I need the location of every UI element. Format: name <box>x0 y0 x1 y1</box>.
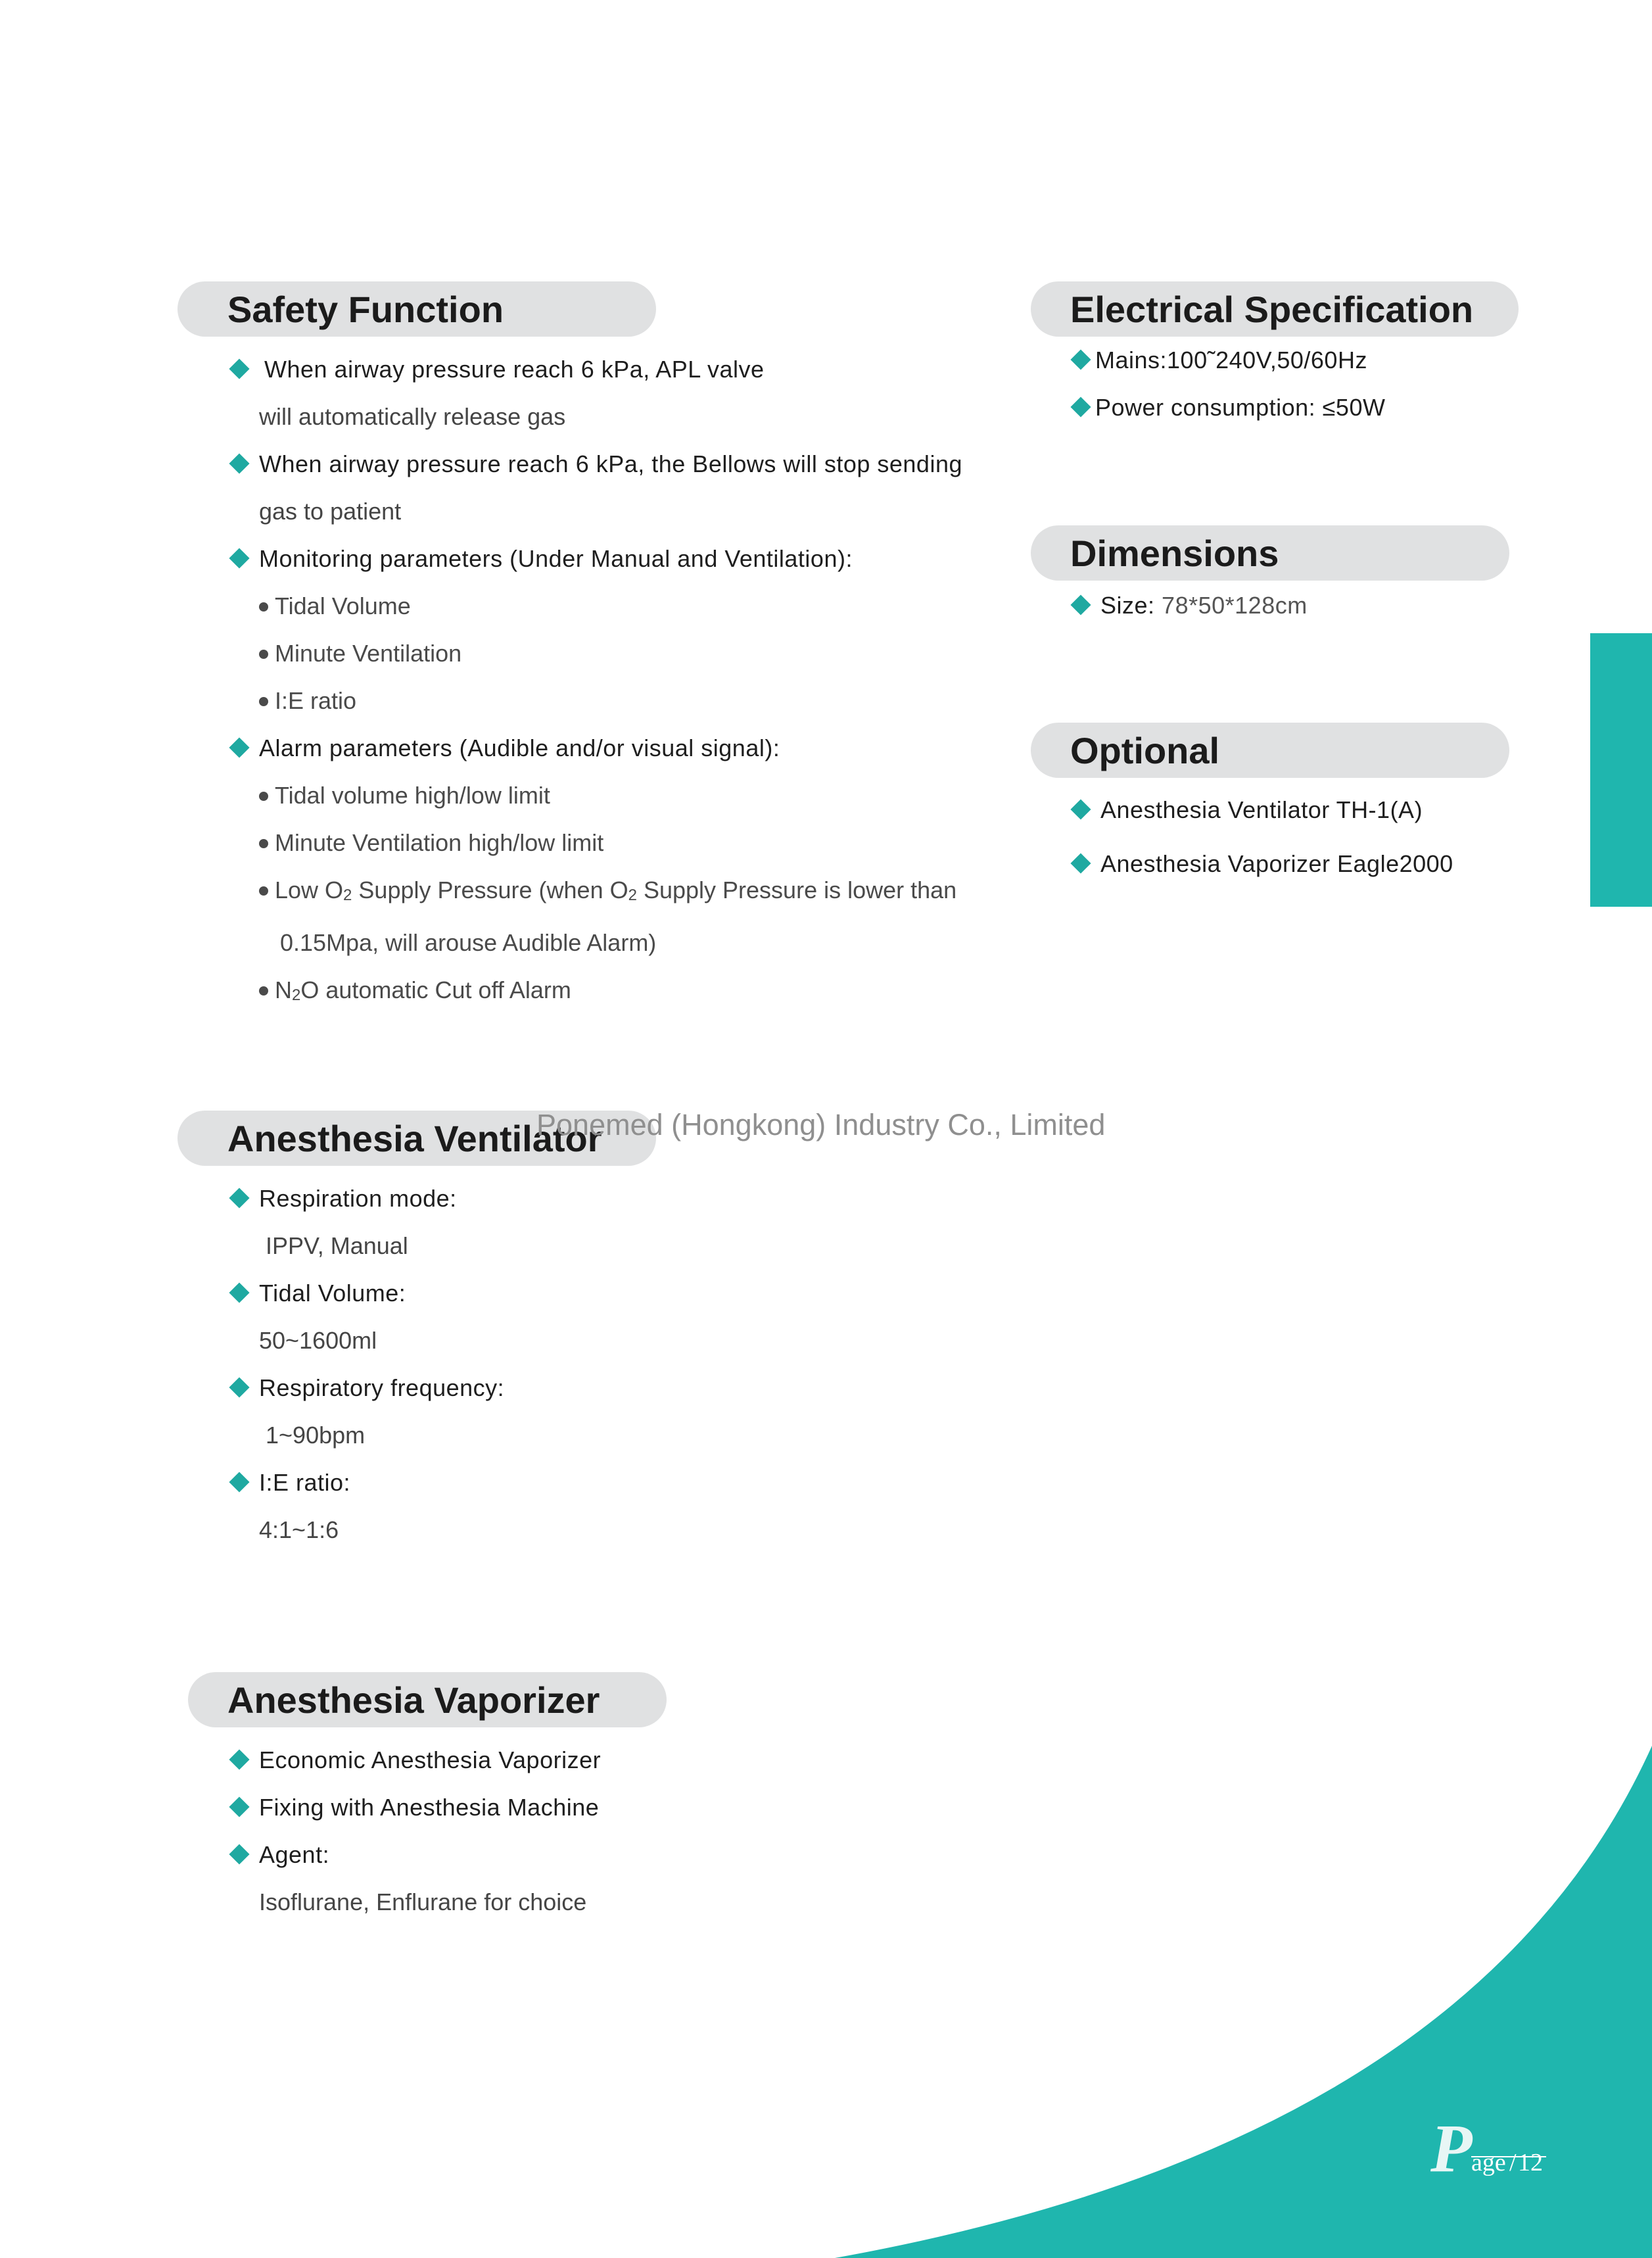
company-watermark: Ponemed (Hongkong) Industry Co., Limited <box>536 1108 1106 1141</box>
dimensions-section <box>1031 525 1509 629</box>
dot-bullet-icon <box>259 650 268 659</box>
svg-text:/: / <box>1509 2149 1517 2176</box>
diamond-bullet-icon <box>1070 799 1091 819</box>
list-item: Mains:100˜240V,50/60Hz <box>1072 337 1519 384</box>
optional-section <box>1031 723 1509 891</box>
page-suffix: age <box>1471 2149 1506 2176</box>
dot-bullet-icon <box>259 986 268 996</box>
list-item <box>230 346 962 393</box>
sub-item: $N_2O$ automatic Cut off Alarm <box>230 967 962 1019</box>
item-value: 50~1600ml <box>259 1327 377 1354</box>
dimensions-heading: Dimensions <box>1031 525 1509 581</box>
dot-bullet-icon <box>259 602 268 612</box>
item-continuation: gas to patient <box>259 498 402 525</box>
anesthesia-ventilator-list <box>230 1175 656 1554</box>
diamond-bullet-icon <box>229 1796 249 1817</box>
diamond-bullet-icon <box>1070 349 1091 370</box>
diamond-bullet-icon <box>229 1377 249 1397</box>
dimensions-list <box>1072 582 1509 629</box>
list-item: Agent: <box>230 1831 667 1879</box>
diamond-bullet-icon <box>229 548 249 568</box>
optional-list <box>1072 783 1509 891</box>
dot-bullet-icon <box>259 792 268 801</box>
list-item <box>230 725 962 772</box>
diamond-bullet-icon <box>229 358 249 379</box>
list-item: Power consumption: ≤50W <box>1072 384 1519 431</box>
list-item: Anesthesia Ventilator TH-1(A) <box>1072 783 1509 837</box>
optional-heading: Optional <box>1031 723 1509 778</box>
dot-bullet-icon <box>259 697 268 706</box>
diamond-bullet-icon <box>229 453 249 473</box>
item-value: 4:1~1:6 <box>259 1516 339 1543</box>
page-number-mark <box>1430 2115 1549 2178</box>
sub-item-continuation: 0.15Mpa, will arouse Audible Alarm) <box>280 929 657 956</box>
list-item: Fixing with Anesthesia Machine <box>230 1784 667 1831</box>
sub-item: Low $O_2$ Supply Pressure (when $O_2$ Supply Pressure is lower than <box>230 867 962 919</box>
list-item: Respiratory frequency: <box>230 1364 656 1412</box>
item-value: Isoflurane, Enflurane for choice <box>259 1888 587 1915</box>
anesthesia-ventilator-heading: Anesthesia Ventilator <box>177 1111 656 1166</box>
sub-item: I:E ratio <box>230 677 962 725</box>
list-item: Respiration mode: <box>230 1175 656 1222</box>
electrical-specification-section <box>1031 281 1519 431</box>
dot-bullet-icon <box>259 839 268 848</box>
anesthesia-ventilator-section <box>177 1111 656 1554</box>
safety-function-list <box>230 346 962 1019</box>
safety-function-heading: Safety Function <box>177 281 656 337</box>
sub-item: Minute Ventilation high/low limit <box>230 819 962 867</box>
sub-item: Tidal volume high/low limit <box>230 772 962 819</box>
diamond-bullet-icon <box>1070 853 1091 873</box>
size-value: 78*50*128cm <box>1162 592 1308 619</box>
page-number: 12 <box>1518 2149 1543 2176</box>
list-item: Tidal Volume: <box>230 1270 656 1317</box>
list-item <box>230 441 962 488</box>
list-item: Size: 78*50*128cm <box>1072 582 1509 629</box>
list-item <box>230 535 962 583</box>
safety-function-section <box>177 281 962 1019</box>
diamond-bullet-icon <box>1070 396 1091 417</box>
list-item: Economic Anesthesia Vaporizer <box>230 1737 667 1784</box>
item-text: When airway pressure reach 6 kPa, APL valve <box>264 356 765 383</box>
electrical-specification-list <box>1072 337 1519 431</box>
dot-bullet-icon <box>259 886 268 896</box>
anesthesia-vaporizer-list <box>230 1737 667 1926</box>
page-letter: P <box>1430 2115 1473 2178</box>
diamond-bullet-icon <box>229 1472 249 1492</box>
sub-item: Tidal Volume <box>230 583 962 630</box>
diamond-bullet-icon <box>229 1282 249 1303</box>
item-value: 1~90bpm <box>266 1422 366 1449</box>
list-item: Anesthesia Vaporizer Eagle2000 <box>1072 837 1509 891</box>
diamond-bullet-icon <box>229 1749 249 1769</box>
diamond-bullet-icon <box>1070 594 1091 615</box>
diamond-bullet-icon <box>229 1188 249 1208</box>
electrical-specification-heading: Electrical Specification <box>1031 281 1519 337</box>
item-continuation: will automatically release gas <box>259 403 566 430</box>
side-tab-accent <box>1590 633 1652 907</box>
item-text: When airway pressure reach 6 kPa, the Bellows will stop sending <box>259 450 962 477</box>
item-text: Alarm parameters (Audible and/or visual signal): <box>259 734 780 761</box>
anesthesia-vaporizer-heading: Anesthesia Vaporizer <box>188 1672 667 1727</box>
anesthesia-vaporizer-section <box>188 1672 667 1926</box>
list-item: I:E ratio: <box>230 1459 656 1506</box>
item-text: Monitoring parameters (Under Manual and Ventilation): <box>259 545 853 572</box>
diamond-bullet-icon <box>229 737 249 757</box>
sub-item: Minute Ventilation <box>230 630 962 677</box>
item-value: IPPV, Manual <box>266 1232 408 1259</box>
diamond-bullet-icon <box>229 1844 249 1864</box>
